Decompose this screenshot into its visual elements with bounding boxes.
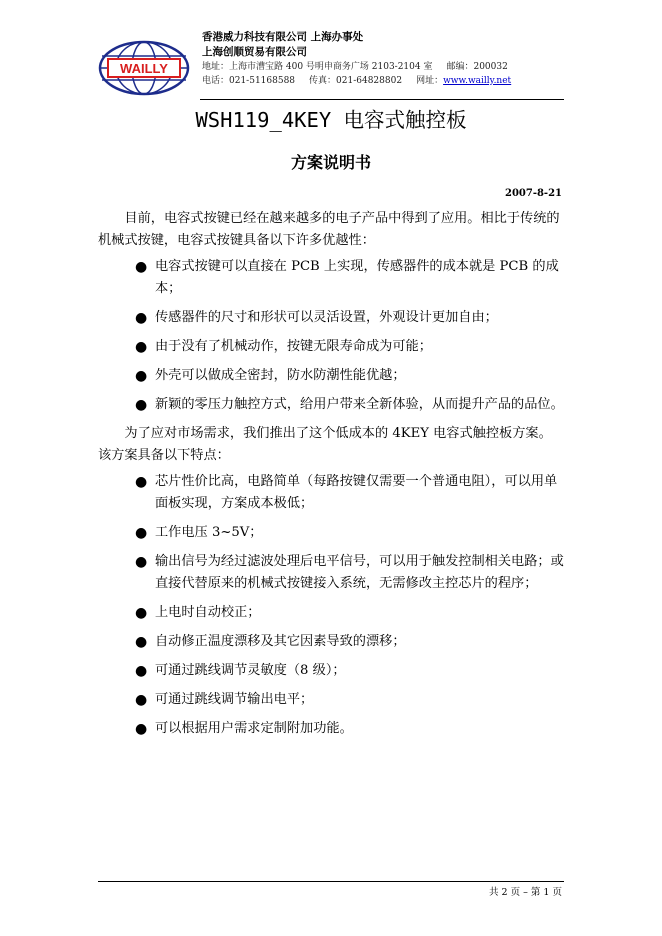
list-item-text: 上电时自动校正； xyxy=(155,605,261,620)
page-footer: 共 2 页 – 第 1 页 xyxy=(489,887,562,898)
contact-line xyxy=(202,74,511,88)
bullet-icon: ● xyxy=(135,368,148,384)
fax: 传真：021-64828802 xyxy=(309,76,403,86)
bullet-icon: ● xyxy=(135,634,148,650)
bullet-icon: ● xyxy=(135,554,148,570)
list-item-text: 可通过跳线调节灵敏度（8 级）； xyxy=(155,663,346,678)
letterhead xyxy=(98,30,564,100)
bullet-icon: ● xyxy=(135,663,148,679)
list-item xyxy=(98,394,564,416)
logo-text: WAILLY xyxy=(120,61,168,76)
list-item xyxy=(98,256,564,300)
list-item xyxy=(98,471,564,515)
list-item-text: 传感器件的尺寸和形状可以灵活设置，外观设计更加自由； xyxy=(155,310,498,325)
list-item-text: 输出信号为经过滤波处理后电平信号，可以用于触发控制相关电路；或直接代替原来的机械式按键接入系统，无需修改主控芯片的程序； xyxy=(155,554,564,591)
bullet-icon: ● xyxy=(135,397,148,413)
header-divider xyxy=(200,99,564,100)
list-item-text: 芯片性价比高，电路简单（每路按键仅需要一个普通电阻），可以用单面板实现，方案成本极低； xyxy=(155,474,558,511)
bullet-icon: ● xyxy=(135,310,148,326)
bullet-icon: ● xyxy=(135,339,148,355)
document-subtitle: 方案说明书 xyxy=(290,153,371,172)
list-item-text: 自动修正温度漂移及其它因素导致的漂移； xyxy=(155,634,406,649)
bullet-icon: ● xyxy=(135,692,148,708)
list-item xyxy=(98,522,564,544)
website-label: 网址： xyxy=(416,76,444,86)
company-line-1: 香港威力科技有限公司 上海办事处 xyxy=(202,31,364,43)
list-item xyxy=(98,602,564,624)
bullet-icon: ● xyxy=(135,259,148,275)
list-item-text: 新颖的零压力触控方式，给用户带来全新体验，从而提升产品的品位。 xyxy=(155,397,564,412)
list-item xyxy=(98,307,564,329)
document-date: 2007-8-21 xyxy=(504,188,562,199)
list-item-text: 外壳可以做成全密封，防水防潮性能优越； xyxy=(155,368,406,383)
bullet-icon: ● xyxy=(135,525,148,541)
bullet-icon: ● xyxy=(135,605,148,621)
footer-divider xyxy=(98,881,564,882)
intro-paragraph: 目前，电容式按键已经在越来越多的电子产品中得到了应用。相比于传统的机械式按键，电容式按键具备以下许多优越性： xyxy=(98,211,560,248)
wailly-logo xyxy=(98,40,190,96)
bullet-icon: ● xyxy=(135,721,148,737)
list-item xyxy=(98,336,564,358)
list-item-text: 由于没有了机械动作，按键无限寿命成为可能； xyxy=(155,339,432,354)
list-item-text: 电容式按键可以直接在 PCB 上实现，传感器件的成本就是 PCB 的成本； xyxy=(155,259,559,296)
advantages-list xyxy=(98,256,564,416)
company-info xyxy=(202,30,511,88)
intro-paragraph-2: 为了应对市场需求，我们推出了这个低成本的 4KEY 电容式触控板方案。该方案具备以下特点： xyxy=(98,426,552,463)
list-item xyxy=(98,365,564,387)
document-title: WSH119_4KEY 电容式触控板 xyxy=(195,108,467,132)
list-item xyxy=(98,718,564,740)
tel: 电话：021-51168588 xyxy=(202,76,296,86)
list-item-text: 可以根据用户需求定制附加功能。 xyxy=(155,721,353,736)
list-item-text: 可通过跳线调节输出电平； xyxy=(155,692,314,707)
company-line-2: 上海创顺贸易有限公司 xyxy=(202,46,307,58)
list-item xyxy=(98,631,564,653)
website-link[interactable]: www.wailly.net xyxy=(443,76,512,86)
list-item-text: 工作电压 3~5V； xyxy=(155,525,263,540)
postcode: 邮编：200032 xyxy=(446,62,508,72)
address-line xyxy=(202,60,511,74)
list-item xyxy=(98,660,564,682)
bullet-icon: ● xyxy=(135,474,148,490)
list-item xyxy=(98,689,564,711)
features-list xyxy=(98,471,564,740)
list-item xyxy=(98,551,564,595)
address: 地址：上海市漕宝路 400 号明申商务广场 2103-2104 室 xyxy=(202,62,433,72)
document-body xyxy=(98,208,564,747)
